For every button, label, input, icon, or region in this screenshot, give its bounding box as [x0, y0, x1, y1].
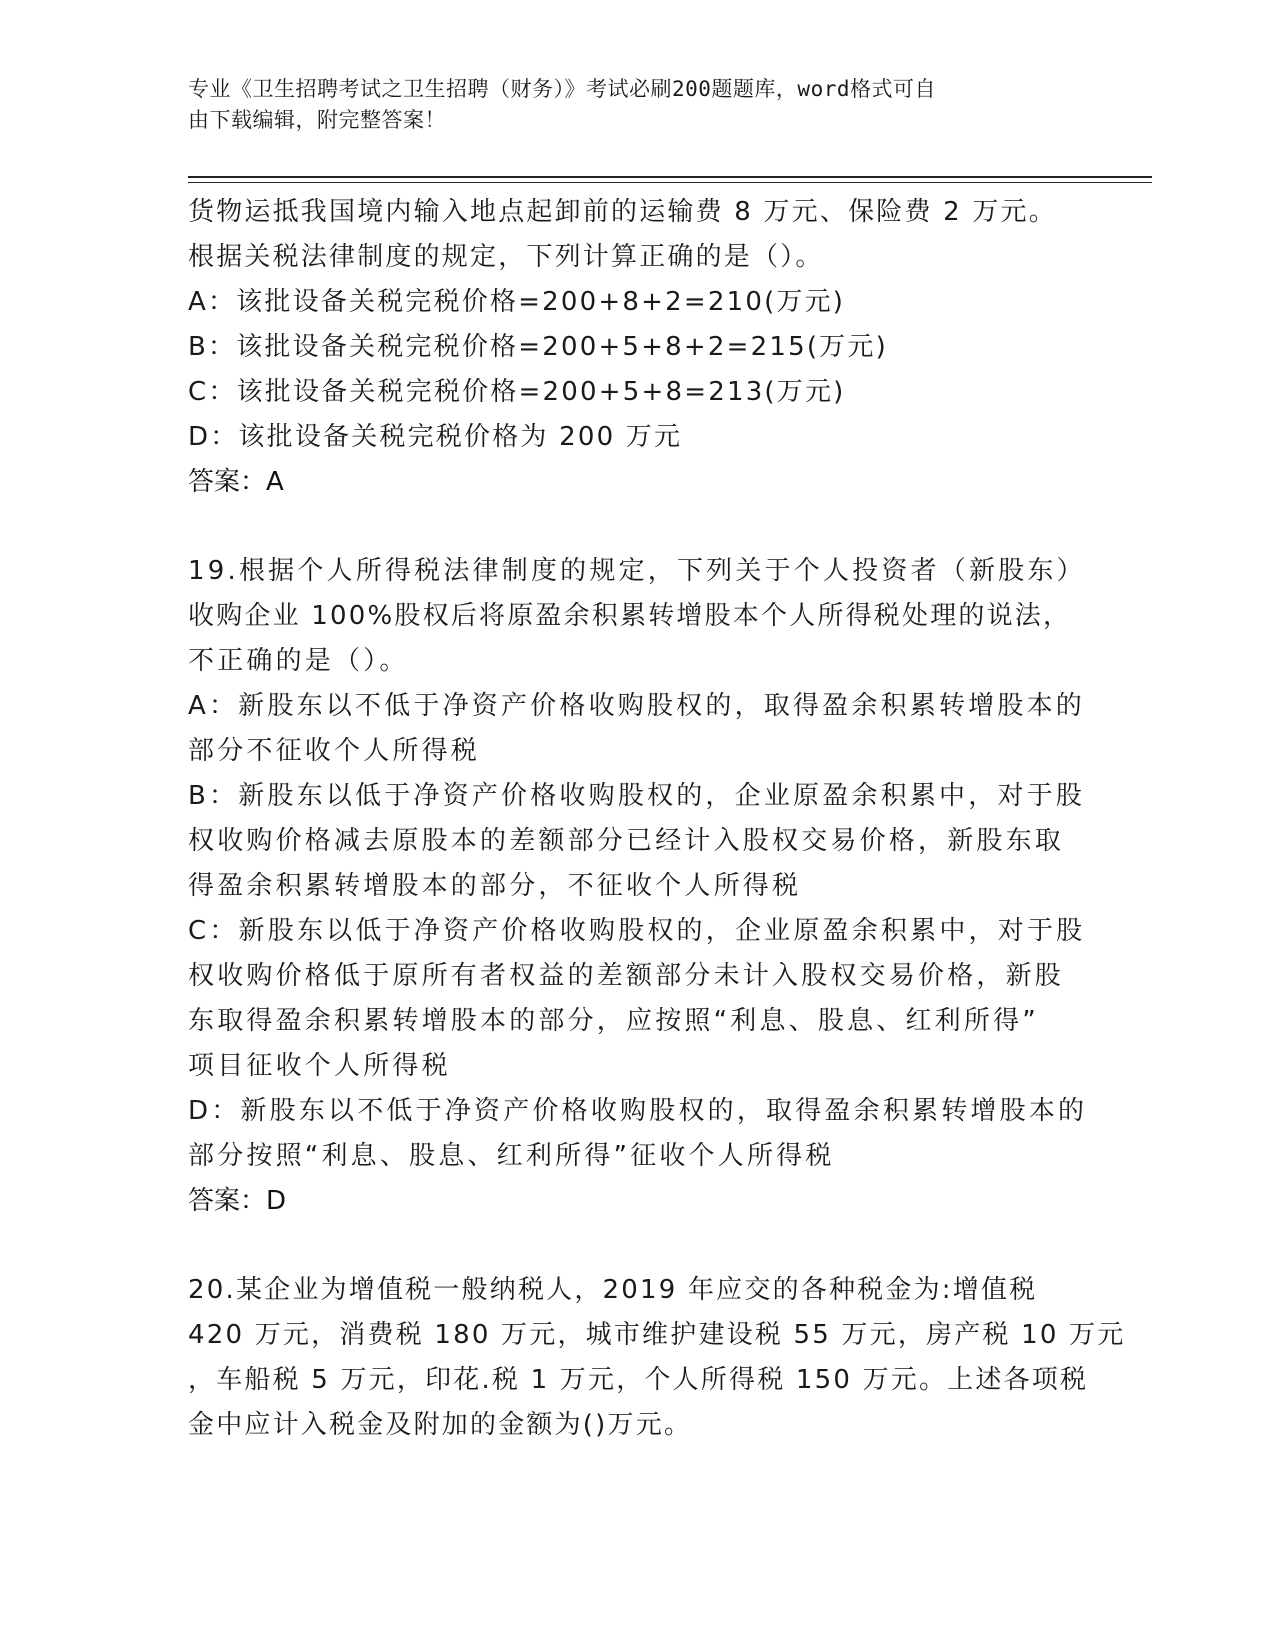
question-19-option-d-line: 部分按照“利息、股息、红利所得”征收个人所得税	[188, 1141, 835, 1171]
question-19-option-a-line: 部分不征收个人所得税	[188, 736, 481, 766]
spacer	[188, 505, 1088, 549]
header-divider-thin	[188, 182, 1152, 183]
header-line: 专业《卫生招聘考试之卫生招聘（财务）》考试必刷200题题库，word格式可自	[188, 77, 936, 101]
question-19-stem-line: 收购企业 100%股权后将原盈余积累转增股本个人所得税处理的说法，	[188, 601, 1072, 631]
spacer	[188, 1224, 1088, 1268]
question-18-stem-line: 货物运抵我国境内输入地点起卸前的运输费 8 万元、保险费 2 万元。	[188, 197, 1057, 227]
question-19-option-a-line: A：新股东以不低于净资产价格收购股权的，取得盈余积累转增股本的	[188, 691, 1085, 721]
question-19-stem-line: 不正确的是（）。	[188, 646, 409, 676]
document-body	[188, 190, 1126, 1448]
header-line: 由下载编辑，附完整答案！	[188, 108, 446, 132]
question-19-option-c-line: 权收购价格低于原所有者权益的差额部分未计入股权交易价格，新股	[188, 961, 1065, 991]
question-19-option-c-line: C：新股东以低于净资产价格收购股权的，企业原盈余积累中，对于股	[188, 916, 1086, 946]
question-18-option-d: D：该批设备关税完税价格为 200 万元	[188, 422, 683, 452]
question-19-option-c-line: 东取得盈余积累转增股本的部分，应按照“利息、股息、红利所得”	[188, 1006, 1039, 1036]
question-19-option-b-line: 得盈余积累转增股本的部分，不征收个人所得税	[188, 871, 802, 901]
question-18-option-b: B：该批设备关税完税价格=200+5+8+2=215(万元)	[188, 332, 888, 362]
question-18-option-c: C：该批设备关税完税价格=200+5+8=213(万元)	[188, 377, 846, 407]
question-19-option-d-line: D：新股东以不低于净资产价格收购股权的，取得盈余积累转增股本的	[188, 1096, 1088, 1126]
question-19-option-b-line: B：新股东以低于净资产价格收购股权的，企业原盈余积累中，对于股	[188, 781, 1086, 811]
question-20-stem-line: ，车船税 5 万元，印花.税 1 万元，个人所得税 150 万元。上述各项税	[188, 1365, 1089, 1395]
question-18-answer: 答案：A	[188, 467, 284, 497]
document-header	[188, 74, 1068, 136]
question-19-option-b-line: 权收购价格减去原股本的差额部分已经计入股权交易价格，新股东取	[188, 826, 1065, 856]
question-18-stem-line: 根据关税法律制度的规定，下列计算正确的是（）。	[188, 242, 824, 272]
question-20-stem-line: 20.某企业为增值税一般纳税人，2019 年应交的各种税金为:增值税	[188, 1275, 1038, 1305]
header-divider-thick	[188, 176, 1152, 178]
question-19-stem-line: 19.根据个人所得税法律制度的规定，下列关于个人投资者（新股东）	[188, 556, 1086, 586]
question-18-option-a: A：该批设备关税完税价格=200+8+2=210(万元)	[188, 287, 846, 317]
question-19-answer: 答案：D	[188, 1186, 287, 1216]
question-20-stem-line: 金中应计入税金及附加的金额为()万元。	[188, 1410, 693, 1440]
question-19-option-c-line: 项目征收个人所得税	[188, 1051, 451, 1081]
question-20-stem-line: 420 万元，消费税 180 万元，城市维护建设税 55 万元，房产税 10 万元	[188, 1320, 1126, 1350]
